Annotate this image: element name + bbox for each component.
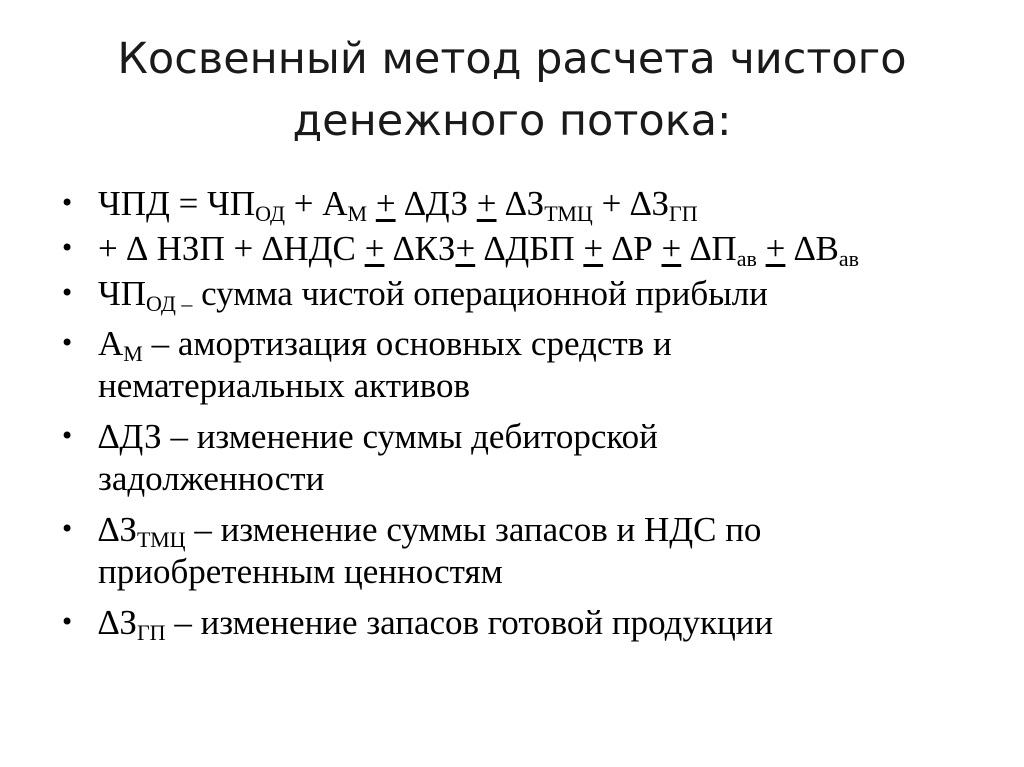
plus-minus-sign: +	[583, 229, 604, 268]
definition-term: ∆З	[98, 603, 137, 642]
definition-text: задолженности	[98, 459, 325, 498]
definition-zgp	[58, 602, 978, 643]
definition-line	[98, 509, 978, 551]
formula-subscript: М	[347, 201, 368, 226]
plus-minus-sign: +	[476, 184, 497, 223]
bullet-icon: •	[60, 234, 75, 262]
formula-text: ЧПД = ЧП	[98, 184, 256, 223]
formula-subscript: ав	[736, 246, 757, 271]
formula-subscript: ОД	[255, 201, 285, 226]
formula-text: + А	[284, 184, 348, 223]
plus-minus-sign: +	[765, 229, 786, 268]
definition-term: ∆З	[98, 510, 137, 549]
formula-text: + ∆ НЗП + ∆НДС	[98, 229, 365, 268]
definition-text: нематериальных активов	[98, 366, 471, 405]
bullet-icon: •	[60, 422, 75, 450]
definition-term: ЧП	[98, 274, 147, 313]
formula-text	[757, 229, 766, 268]
bullet-icon: •	[60, 189, 75, 217]
definition-ztmc	[58, 509, 978, 593]
definition-text: ∆ДЗ – изменение суммы дебиторской	[98, 417, 658, 456]
formula-subscript: ав	[838, 246, 860, 271]
definition-text: – изменение запасов готовой продукции	[165, 603, 774, 642]
formula-text: ∆Р	[603, 229, 662, 268]
formula-text: ∆П	[681, 229, 737, 268]
bullet-icon: •	[60, 329, 75, 357]
definition-text: приобретенным ценностям	[98, 552, 503, 591]
definition-text: – изменение суммы запасов и НДС по	[185, 510, 762, 549]
title-line-2: денежного потока:	[292, 96, 732, 146]
formula-text: ∆КЗ	[384, 229, 456, 268]
formula-text: ∆З	[496, 184, 545, 223]
formula-text: ∆ДБП	[475, 229, 584, 268]
definition-subscript: М	[123, 341, 143, 366]
definition-subscript: ГП	[136, 620, 166, 645]
formula-subscript: ТМЦ	[544, 201, 593, 226]
formula-line-2	[58, 228, 978, 269]
slide-title	[0, 28, 1024, 152]
bullet-list	[58, 183, 978, 652]
formula-text	[367, 184, 376, 223]
bullet-icon: •	[60, 279, 75, 307]
formula-subscript: ГП	[669, 201, 698, 226]
plus-minus-sign: +	[375, 184, 396, 223]
definition-chpod	[58, 273, 978, 314]
formula-text: ∆В	[785, 229, 839, 268]
definition-line	[98, 323, 978, 365]
definition-text: сумма чистой операционной прибыли	[192, 274, 768, 313]
definition-am	[58, 323, 978, 407]
definition-text: – амортизация основных средств и	[142, 324, 672, 363]
formula-text: + ∆З	[592, 184, 670, 223]
title-line-1: Косвенный метод расчета чистого	[117, 34, 907, 84]
definition-dz	[58, 416, 978, 500]
definition-subscript: ТМЦ	[136, 527, 186, 552]
definition-subscript: ОД –	[146, 291, 193, 316]
definition-term: А	[98, 324, 124, 363]
bullet-icon: •	[60, 608, 75, 636]
plus-minus-sign: +	[661, 229, 682, 268]
bullet-icon: •	[60, 515, 75, 543]
formula-text: ∆ДЗ	[395, 184, 477, 223]
formula-line-1	[58, 183, 978, 224]
plus-minus-sign: +	[364, 229, 385, 268]
plus-minus-sign: +	[455, 229, 476, 268]
